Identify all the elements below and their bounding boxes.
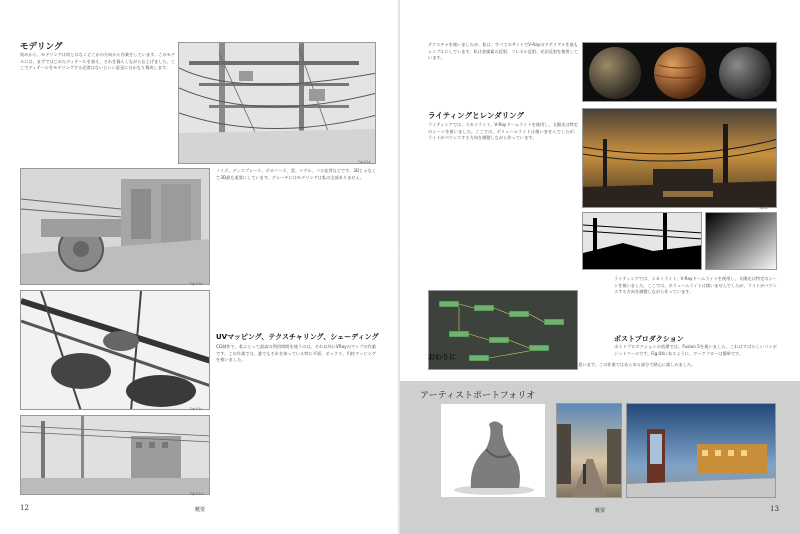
modeling-body-text-col2: ノイズ、ディスプレース、ボロノーズ、雲、リグル、パス並列などです。3Dじゃなくて3D最も重要にしています。グレーチにはモデリングは私の全部ありません。: [216, 168, 376, 180]
building-render-image: [20, 415, 210, 495]
texture-spheres-image: [582, 42, 777, 102]
page-number-left: 12: [20, 504, 29, 512]
conclusion-body-text: ここまで説明した、私の様々なテクニックや個々の情報がおわかりいただけたと思います。この作業ではあらゆる部分で熱心に楽しみました。: [428, 362, 696, 367]
page-number-right: 13: [770, 505, 779, 513]
fig-caption: Fig.01a: [358, 160, 371, 164]
modeling-body-text: 始めから、モデリングは何とはなくどこかの方向から作業をしています。このモデルには、まずではじめたディテールを加え、それを暮らしながら仕上げました。ここでディテールをモデリングする必要はないといい意見にはかなり賛成します。: [20, 52, 175, 71]
power-pole-wireframe-image: [178, 42, 376, 164]
gradient-pass-image: [705, 212, 777, 270]
silhouette-pass-image: [582, 212, 702, 270]
figure-sculpture-image: [440, 403, 546, 498]
section-label-left: 概要: [195, 507, 206, 513]
machinery-render-image: [20, 168, 210, 285]
post-production-body-text: ポストプロダクションの処理では、Fusion 5を使いました。これはすばらしいコンポジットツールです。Fig.04にあるように、ワークフローは簡単です。: [614, 344, 777, 356]
uv-mapping-body-text: CG制作で、私にとって最高の利用時間を使うのは、それ以外にVRayのマップの作業です。この作業では、誰でもそれを知っている特に平面、ボックス、円柱マッピングを使いました。: [216, 344, 376, 363]
section-label-right: 概要: [595, 508, 606, 514]
street-scene-image: [556, 403, 622, 498]
fig-caption: Fig.01c: [190, 407, 203, 411]
lighting-heading: ライティングとレンダリング: [428, 111, 525, 120]
conclusion-heading: おわりに: [428, 353, 456, 361]
rooftop-phonebooth-image: [626, 403, 776, 498]
fig-caption: Fig.01b: [190, 282, 203, 286]
artist-portfolio-band: [400, 381, 800, 534]
sunset-industrial-image: [582, 108, 777, 208]
fig-caption: Fig.03: [758, 206, 769, 210]
uv-mapping-heading: UVマッピング、テクスチャリング、シェーディング: [216, 333, 379, 341]
portfolio-title: アーティストポートフォリオ: [420, 391, 536, 401]
fig-caption: Fig.01d: [190, 492, 203, 496]
lighting-body-text-cont: ライティングでは、スカイライト、V-Rayドームライトを使用し、太陽光は特定のシーンを使いました。ここでは、ボリュームライトは使いませんでしたが、ライトがバウンスする方向を調整しながら作っています。: [614, 276, 777, 295]
texture-body-text: テクスチャを使いましたが、私は、すべてのサイトでV-Rayのマテリアルを最もシンプルにしています。私は金属素の反射、フレネル反射、光沢反射を使用しています。: [428, 42, 578, 61]
debris-detail-image: [20, 290, 210, 410]
lighting-body-text: ライティングでは、スカイライト、V-Rayドームライトを使用し、太陽光は特定のシーンを使いました。ここでは、ボリュームライトは使いませんでしたが、ライトがバウンスする方向を調整しながら作っています。: [428, 122, 578, 141]
post-production-heading: ポストプロダクション: [614, 335, 684, 343]
modeling-heading: モデリング: [20, 42, 63, 52]
